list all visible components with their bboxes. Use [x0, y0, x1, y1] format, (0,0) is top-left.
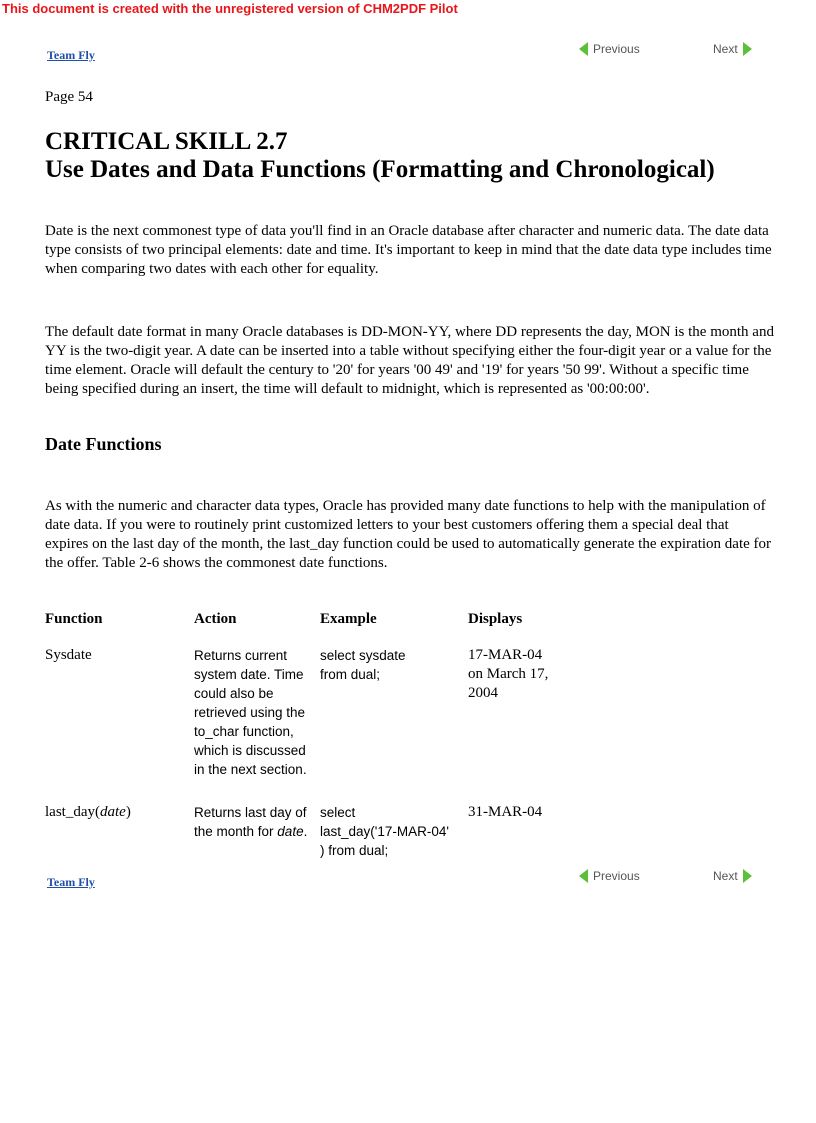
table-row [45, 646, 568, 803]
title-line-1: CRITICAL SKILL 2.7 [45, 128, 288, 155]
arrow-left-icon [579, 42, 588, 56]
previous-button-top[interactable] [579, 42, 640, 56]
table-row [45, 803, 568, 884]
previous-label: Previous [593, 869, 640, 883]
header-function: Function [45, 611, 103, 627]
title-line-2: Use Dates and Data Functions (Formatting and Chronological) [45, 156, 715, 183]
cell-function: Sysdate [45, 647, 92, 663]
subheading-date-functions: Date Functions [45, 434, 162, 454]
cell-displays: 31-MAR-04 [468, 804, 543, 820]
page-number: Page 54 [45, 89, 93, 105]
cell-action: Returns current system date. Time could also be retrieved using the to_char function, which is discussed in the next section. [194, 648, 307, 777]
paragraph-2: The default date format in many Oracle databases is DD-MON-YY, where DD represents the day, MON is the month and YY is the two-digit year. A date can be inserted into a table without specifying either the four-digit year or a value for the time element. Oracle will default the century to '20' for years '00 49' and '19' for years '50 99'. Without a specific time being specified during an insert, the time will default to midnight, which is represented as '00:00:00'. [45, 324, 774, 397]
team-fly-link-top[interactable]: Team Fly [47, 48, 95, 62]
section-title [45, 128, 785, 184]
team-fly-link-bottom[interactable]: Team Fly [47, 875, 95, 889]
header-action: Action [194, 611, 237, 627]
next-label: Next [713, 869, 738, 883]
next-button-bottom[interactable] [713, 869, 752, 883]
previous-label: Previous [593, 42, 640, 56]
previous-button-bottom[interactable] [579, 869, 640, 883]
cell-example: select last_day('17-MAR-04' ) from dual; [320, 805, 449, 858]
arrow-right-icon [743, 42, 752, 56]
arrow-left-icon [579, 869, 588, 883]
arrow-right-icon [743, 869, 752, 883]
cell-function: last_day(date) [45, 804, 131, 820]
header-displays: Displays [468, 611, 523, 627]
next-label: Next [713, 42, 738, 56]
header-example: Example [320, 611, 377, 627]
unregistered-banner: This document is created with the unregistered version of CHM2PDF Pilot [2, 1, 458, 16]
date-functions-table [45, 610, 568, 884]
next-button-top[interactable] [713, 42, 752, 56]
cell-displays: 17-MAR-04 on March 17, 2004 [468, 647, 549, 701]
paragraph-1: Date is the next commonest type of data you'll find in an Oracle database after character and numeric data. The date data type consists of two principal elements: date and time. It's important to keep in mind that the date data type includes time when comparing two dates with each other for equality. [45, 223, 772, 277]
paragraph-3: As with the numeric and character data types, Oracle has provided many date functions to help with the manipulation of date data. If you were to routinely print customized letters to your best customers offering them a special deal that expires on the last day of the month, the last_day function could be used to automatically generate the expiration date for the offer. Table 2-6 shows the commonest date functions. [45, 498, 772, 571]
cell-action: Returns last day of the month for date. [194, 805, 308, 839]
cell-example: select sysdate from dual; [320, 648, 406, 682]
table-header-row [45, 610, 568, 646]
